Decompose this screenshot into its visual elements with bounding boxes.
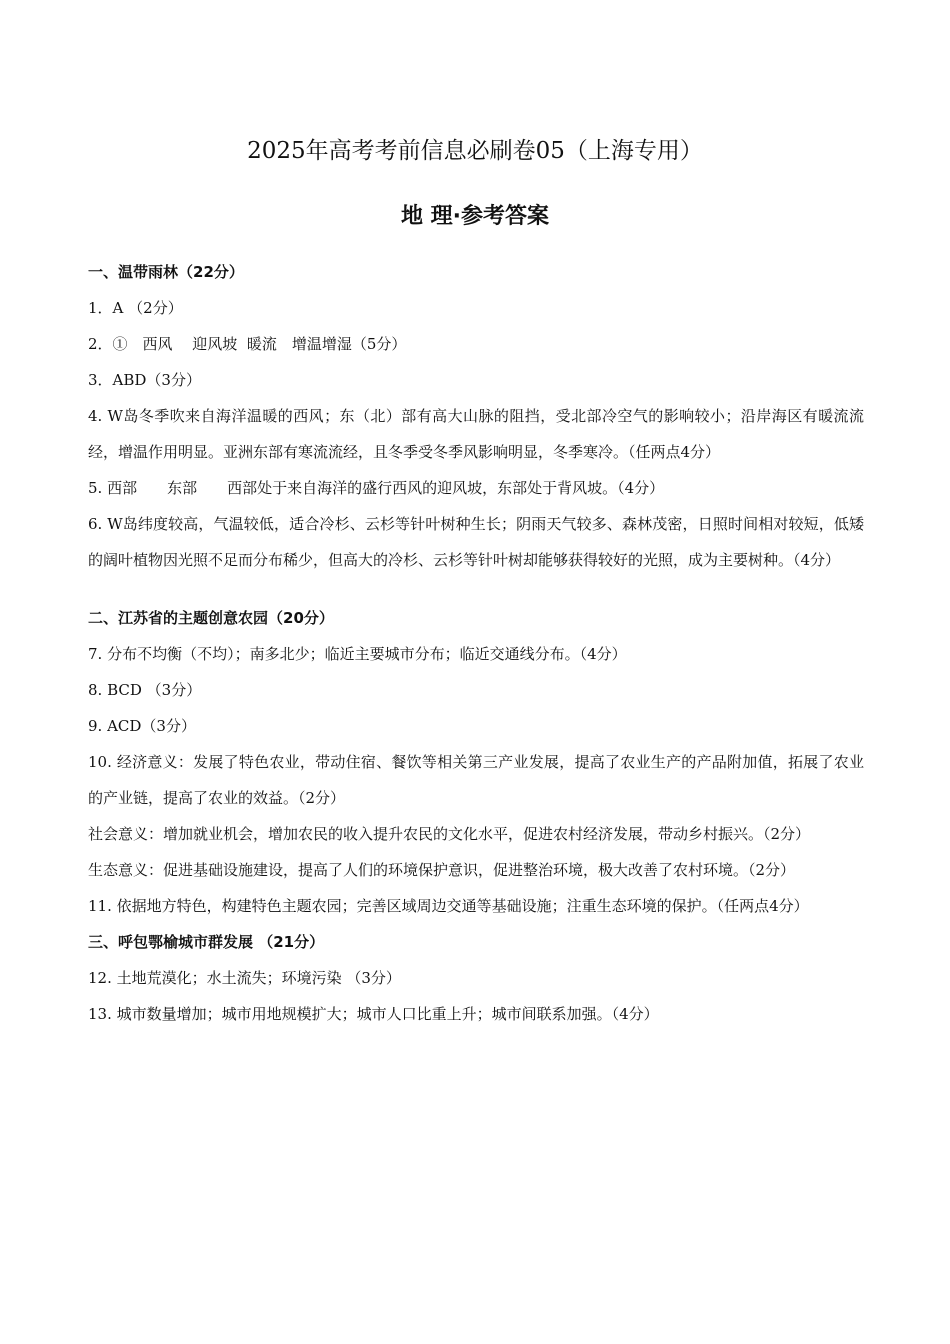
section-heading: 三、呼包鄂榆城市群发展 （21分） [88, 933, 325, 951]
section-3 [88, 924, 864, 1032]
answer-item: 2．① 西风 迎风坡 暖流 增温增湿（5分） [88, 335, 407, 353]
answer-item: 10. 经济意义：发展了特色农业，带动住宿、餐饮等相关第三产业发展，提高了农业生产的产品附加值，拓展了农业的产业链，提高了农业的效益。（2分） [88, 753, 864, 807]
answer-item: 13. 城市数量增加；城市用地规模扩大；城市人口比重上升；城市间联系加强。（4分） [88, 1005, 659, 1023]
page-subtitle: 地 理·参考答案 [400, 204, 550, 229]
section-heading: 一、温带雨林（22分） [88, 263, 244, 281]
section-1 [88, 254, 864, 578]
answer-item: 7. 分布不均衡（不均）；南多北少；临近主要城市分布；临近交通线分布。（4分） [88, 645, 627, 663]
page-title: 2025年高考考前信息必刷卷05（上海专用） [247, 138, 703, 164]
answer-item: 3．ABD（3分） [88, 371, 201, 389]
answer-item: 11. 依据地方特色，构建特色主题农园；完善区域周边交通等基础设施；注重生态环境的保护。（任两点4分） [88, 897, 809, 915]
answer-content [88, 254, 864, 1032]
answer-item: 1．A （2分） [88, 299, 183, 317]
answer-item: 8. BCD （3分） [88, 681, 202, 699]
answer-item: 生态意义：促进基础设施建设，提高了人们的环境保护意识，促进整治环境，极大改善了农村环境。（2分） [88, 861, 796, 879]
answer-item: 12. 土地荒漠化；水土流失；环境污染 （3分） [88, 969, 401, 987]
answer-item: 5. 西部 东部 西部处于来自海洋的盛行西风的迎风坡，东部处于背风坡。（4分） [88, 479, 665, 497]
section-spacer [88, 578, 864, 600]
answer-item: 9. ACD（3分） [88, 717, 196, 735]
answer-item: 4. W岛冬季吹来自海洋温暖的西风；东（北）部有高大山脉的阻挡，受北部冷空气的影响较小；沿岸海区有暖流流经，增温作用明显。亚洲东部有寒流流经，且冬季受冬季风影响明显，冬季寒冷。（任两点4分） [88, 407, 864, 461]
answer-item: 6. W岛纬度较高，气温较低，适合冷杉、云杉等针叶树种生长；阴雨天气较多、森林茂密，日照时间相对较短，低矮的阔叶植物因光照不足而分布稀少，但高大的冷杉、云杉等针叶树却能够获得较好的光照，成为主要树种。（4分） [88, 515, 864, 569]
answer-item: 社会意义：增加就业机会，增加农民的收入提升农民的文化水平，促进农村经济发展，带动乡村振兴。（2分） [88, 825, 811, 843]
section-heading: 二、江苏省的主题创意农园（20分） [88, 609, 334, 627]
section-2 [88, 600, 864, 924]
